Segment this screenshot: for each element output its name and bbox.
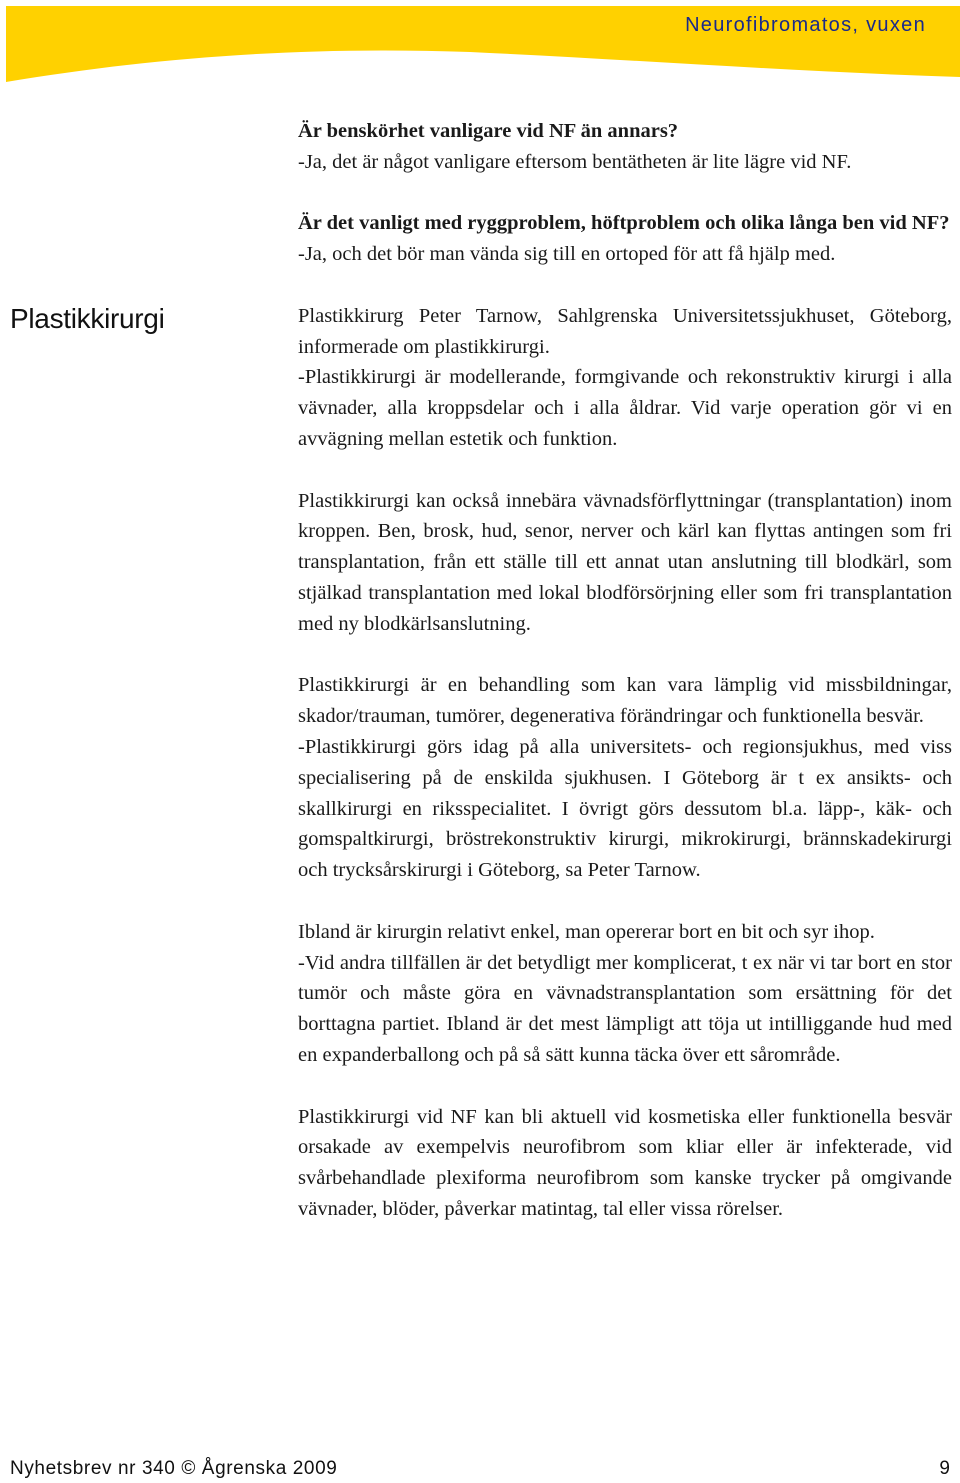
paragraph-intro: Plastikkirurg Peter Tarnow, Sahlgrenska Universitetssjukhuset, Göteborg, informerade om plastikkirurgi. [298, 304, 952, 358]
running-header-title: Neurofibromatos, vuxen [685, 14, 926, 36]
question-osteoporosis: Är benskörhet vanligare vid NF än annars? [298, 120, 679, 142]
paragraph-transplantation: Plastikkirurgi kan också innebära vävnadsförflyttningar (transplantation) inom kroppen. Ben, brosk, hud, senor, nerver och kärl kan flyttas antingen som fri transplantation, från ett ställe till ett annat utan anslutning till blodkärl, som stjälkad transplantation med lokal blodförsörjning eller som fri transplantation med ny blodkärlsanslutning. [298, 489, 952, 635]
paragraph-complex-surgery: -Vid andra tillfällen är det betydligt mer komplicerat, t ex när vi tar bort en stor tumör och måste göra en vävnadstransplantation som ersättning för det borttagna partiet. Ibland är det mest lämpligt att töja ut intilliggande hud med en expanderballong och på så sätt kunna täcka över ett sårområde. [298, 951, 952, 1066]
paragraph-hospitals: -Plastikkirurgi görs idag på alla universitets- och regionsjukhus, med viss specialisering på de enskilda sjukhusen. I Göteborg är t ex ansikts- och skallkirurgi en riksspecialitet. I övrigt görs dessutom bl.a. läpp-, käk- och gomspaltkirurgi, bröstrekonstruktiv kirurgi, mikrokirurgi, brännskadekirurgi och trycksårskirurgi i Göteborg, sa Peter Tarnow. [298, 735, 952, 882]
paragraph-nf-surgery: Plastikkirurgi vid NF kan bli aktuell vid kosmetiska eller funktionella besvär orsakade av exempelvis neurofibrom som kliar eller är infekterade, vid svårbehandlade plexiforma neurofibrom som kanske trycker på omgivande vävnader, blöder, påverkar matintag, tal eller vissa rörelser. [298, 1105, 952, 1220]
section-heading: Plastikkirurgi [10, 303, 165, 334]
page-number: 9 [939, 1458, 950, 1479]
paragraph-indications: Plastikkirurgi är en behandling som kan vara lämplig vid missbildningar, skador/trauman, tumörer, degenerativa förändringar och funktionella besvär. [298, 674, 952, 728]
answer-osteoporosis: -Ja, det är något vanligare eftersom bentätheten är lite lägre vid NF. [298, 150, 852, 173]
paragraph-simple-surgery: Ibland är kirurgin relativt enkel, man opererar bort en bit och syr ihop. [298, 920, 875, 943]
footer-newsletter: Nyhetsbrev nr 340 © Ågrenska 2009 [10, 1458, 338, 1479]
question-back-problems: Är det vanligt med ryggproblem, höftproblem och olika långa ben vid NF? [298, 212, 950, 235]
article-body [298, 116, 952, 1225]
paragraph-definition: -Plastikkirurgi är modellerande, formgivande och rekonstruktiv kirurgi i alla vävnader, alla kroppsdelar och i alla åldrar. Vid varje operation gör vi en avvägning mellan estetik och funktion. [298, 366, 952, 450]
answer-back-problems: -Ja, och det bör man vända sig till en ortoped för att få hjälp med. [298, 243, 836, 266]
